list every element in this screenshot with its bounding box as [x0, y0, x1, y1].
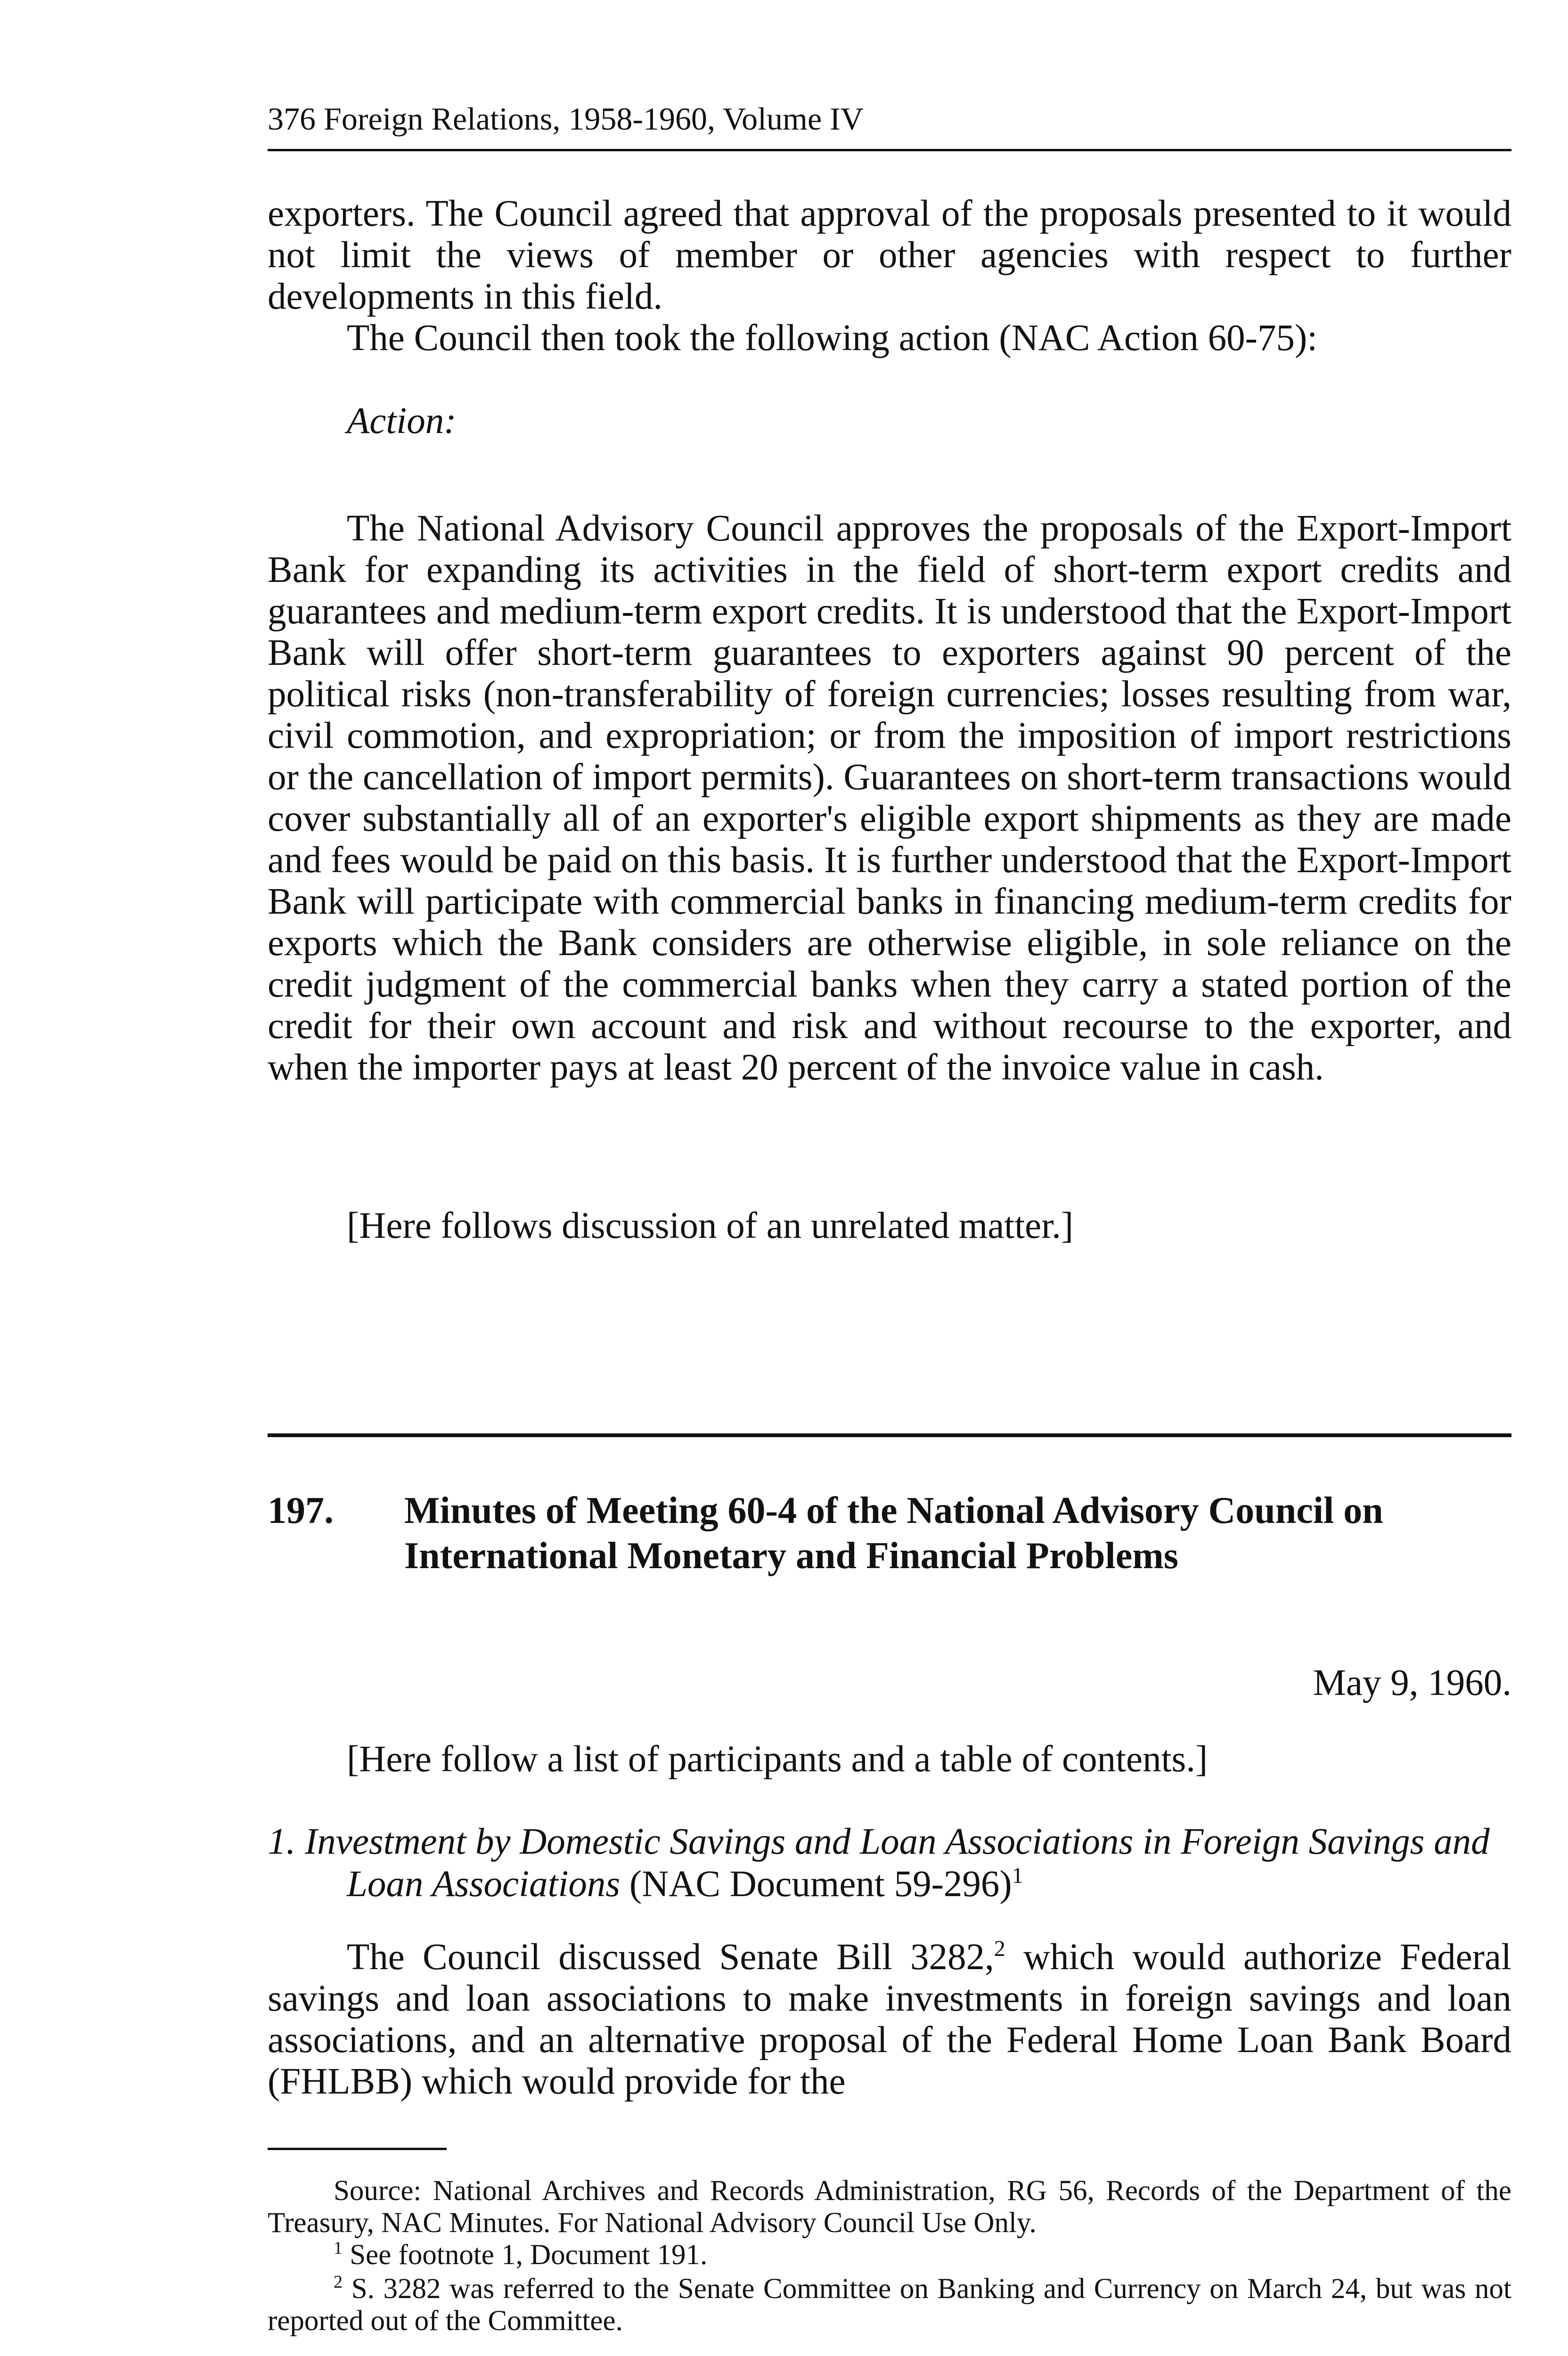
footnote-2-marker: 2 [334, 2272, 343, 2292]
document-title: Minutes of Meeting 60-4 of the National Advisory Council on International Monetary and Financial Problems [404, 1490, 1383, 1577]
action-label: Action: [347, 401, 457, 442]
editorial-note-participants: [Here follow a list of participants and a table of contents.] [347, 1739, 1208, 1780]
footnote-rule [268, 2148, 447, 2150]
agenda-item-reference: (NAC Document 59-296) [629, 1864, 1012, 1905]
running-head: 376 Foreign Relations, 1958-1960, Volume IV [268, 101, 864, 137]
document-number: 197. [268, 1490, 334, 1531]
footnote-1-text: See footnote 1, Document 191. [343, 2239, 708, 2271]
editorial-note: [Here follows discussion of an unrelated matter.] [347, 1205, 1074, 1246]
agenda-item-heading [268, 1821, 1511, 1906]
body-paragraph-rest: which would authorize Federal savings and loan associations to make investments in foreign savings and loan associations, and an alternative proposal of the Federal Home Loan Bank Board (FHLBB) which would provide for the [268, 1937, 1511, 2102]
council-action-intro: The Council then took the following action (NAC Action 60-75): [347, 318, 1318, 359]
source-note: Source: National Archives and Records Administration, RG 56, Records of the Department of the Treasury, NAC Minutes. For National Advisory Council Use Only. [268, 2175, 1511, 2239]
body-paragraph [268, 1937, 1511, 2102]
footnote-1-marker: 1 [334, 2238, 343, 2258]
footnote-2-text: S. 3282 was referred to the Senate Committee on Banking and Currency on March 24, but was not reported out of the Committee. [268, 2273, 1511, 2337]
footnote-1 [268, 2239, 1511, 2271]
action-block [268, 401, 1511, 1088]
action-text: The National Advisory Council approves the proposals of the Export-Import Bank for expanding its activities in the field of short-term export credits and guarantees and medium-term export credits. It is understood that the Export-Import Bank will offer short-term guarantees to exporters against 90 percent of the political risks (non-transferability of foreign currencies; losses resulting from war, civil commotion, and expropriation; or from the imposition of import restrictions or the cancellation of import permits). Guarantees on short-term transactions would cover substantially all of an exporter's eligible export shipments as they are made and fees would be paid on this basis. It is further understood that the Export-Import Bank will participate with commercial banks in financing medium-term credits for exports which the Bank considers are otherwise eligible, in sole reliance on the credit judgment of the commercial banks when they carry a stated portion of the credit for their own account and risk and without recourse to the exporter, and when the importer pays at least 20 percent of the invoice value in cash. [268, 508, 1511, 1088]
footnote-marker: 1 [1012, 1863, 1023, 1888]
document-date: May 9, 1960. [1313, 1662, 1511, 1703]
section-divider [268, 1433, 1511, 1437]
header-rule [268, 149, 1511, 151]
footnote-2 [268, 2273, 1511, 2337]
body-paragraph-start: The Council discussed Senate Bill 3282, [347, 1937, 994, 1978]
agenda-item-title: 1. Investment by Domestic Savings and Loan Associations in Foreign Savings and Loan Associations [268, 1821, 1490, 1905]
continued-paragraph: exporters. The Council agreed that approval of the proposals presented to it would not limit the views of member or other agencies with respect to further developments in this field. [268, 193, 1511, 317]
footnote-marker: 2 [994, 1936, 1005, 1961]
